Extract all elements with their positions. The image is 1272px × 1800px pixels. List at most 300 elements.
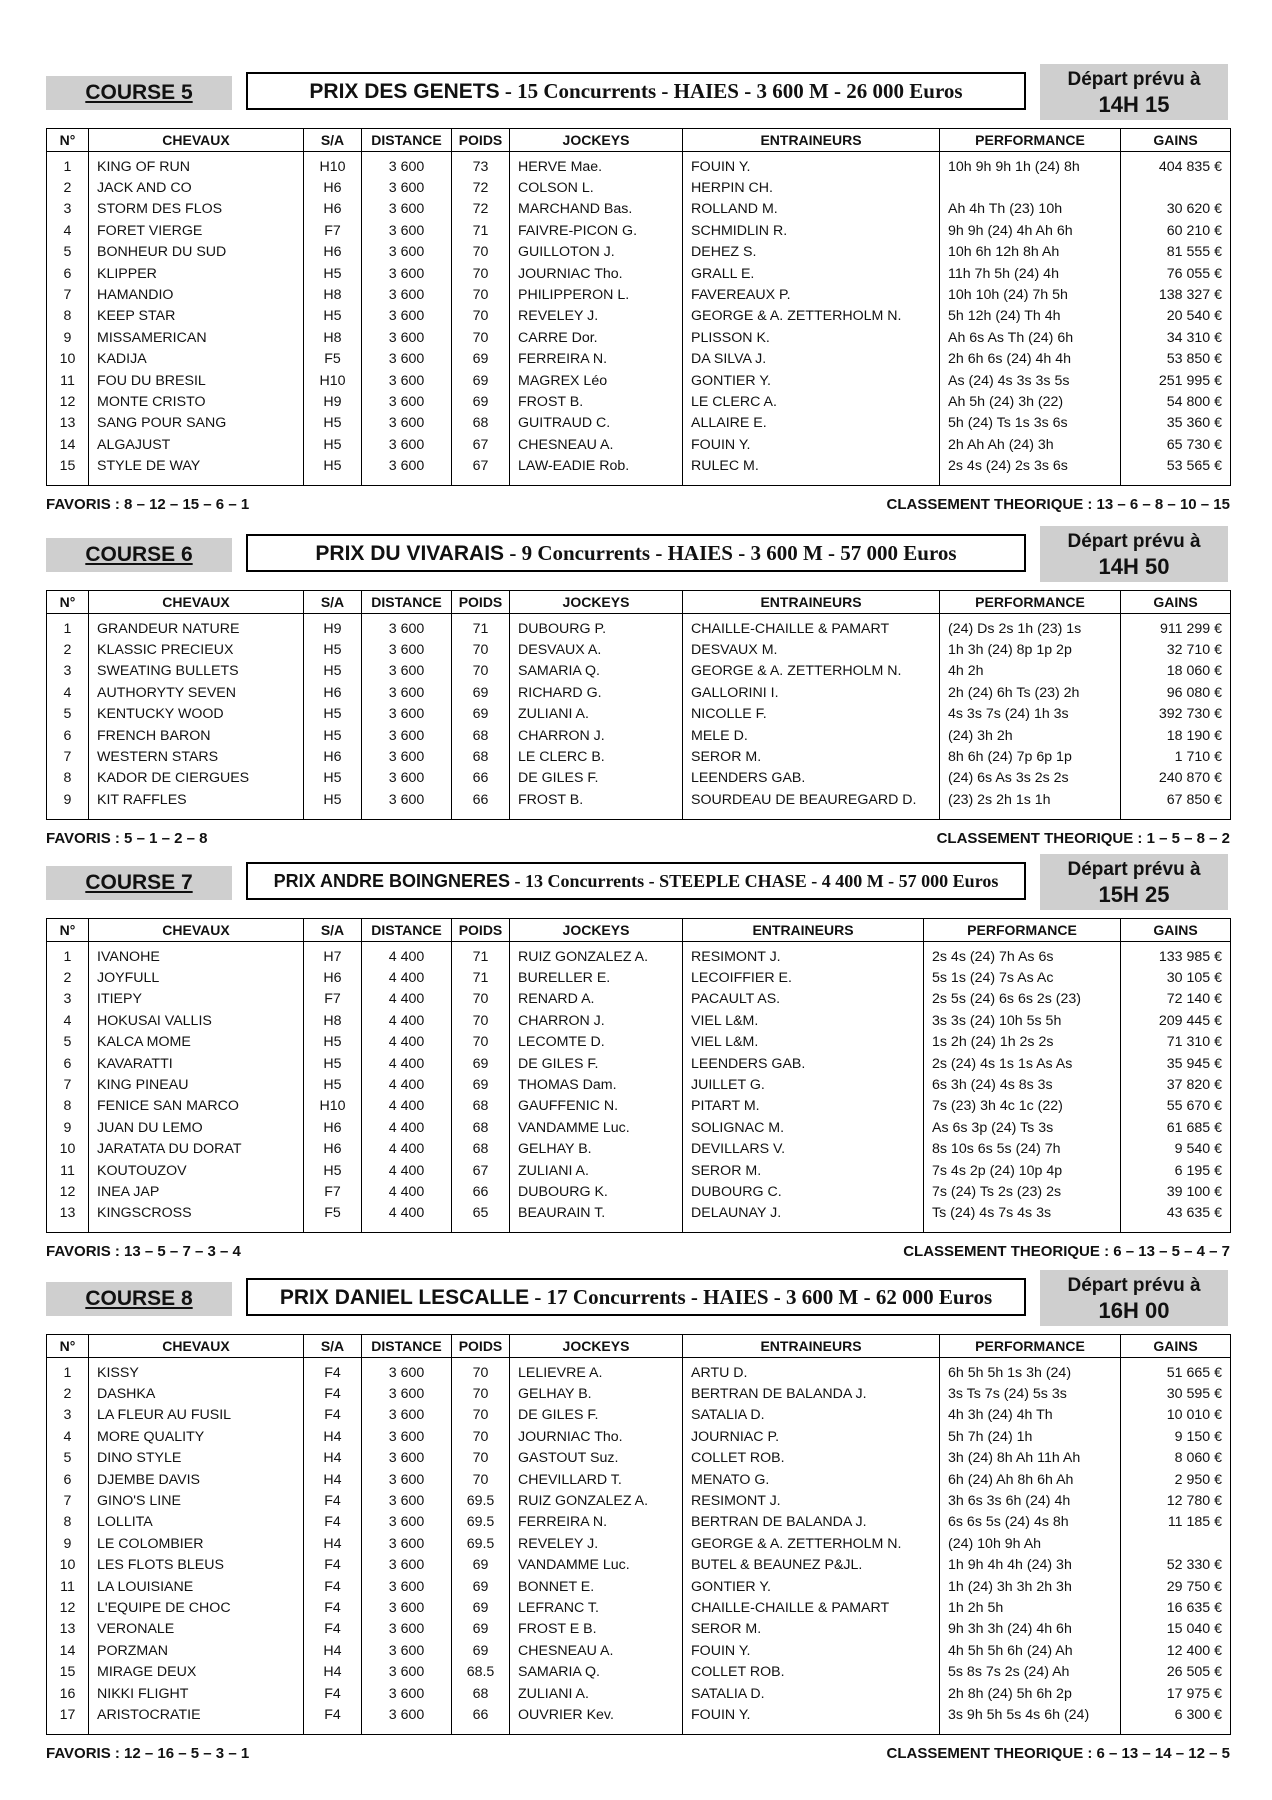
cell-perf: 6s 6s 5s (24) 4s 8h — [940, 1512, 1121, 1533]
cell-sa: H5 — [304, 434, 362, 455]
column-header-poids: POIDS — [452, 129, 510, 152]
cell-num: 4 — [47, 220, 89, 241]
column-header-cheval: CHEVAUX — [89, 1335, 304, 1358]
cell-dist: 4 400 — [362, 942, 452, 968]
cell-gains: 37 820 € — [1121, 1074, 1231, 1095]
column-header-entraineur: ENTRAINEURS — [683, 129, 940, 152]
cell-jockey: HERVE Mae. — [510, 152, 683, 178]
cell-poids: 70 — [452, 639, 510, 660]
cell-perf: 7s 4s 2p (24) 10p 4p — [924, 1160, 1121, 1181]
cell-jockey: VANDAMME Luc. — [510, 1117, 683, 1138]
cell-perf: 5s 1s (24) 7s As Ac — [924, 967, 1121, 988]
cell-poids: 68 — [452, 1139, 510, 1160]
cell-perf: (24) 3h 2h — [940, 725, 1121, 746]
cell-cheval: STORM DES FLOS — [89, 199, 304, 220]
table-row — [47, 746, 1231, 767]
table-row — [47, 1512, 1231, 1533]
table-row — [47, 1405, 1231, 1426]
cell-dist: 3 600 — [362, 1533, 452, 1554]
cell-jockey: DE GILES F. — [510, 768, 683, 789]
cell-dist: 3 600 — [362, 1576, 452, 1597]
cell-jockey: VANDAMME Luc. — [510, 1555, 683, 1576]
cell-dist: 3 600 — [362, 614, 452, 640]
cell-poids: 69 — [452, 370, 510, 391]
cell-cheval: KLASSIC PRECIEUX — [89, 639, 304, 660]
cell-poids: 69 — [452, 1619, 510, 1640]
cell-num: 5 — [47, 1032, 89, 1053]
cell-dist: 3 600 — [362, 1555, 452, 1576]
column-header-sa: S/A — [304, 919, 362, 942]
race-title — [246, 862, 1026, 900]
cell-num: 10 — [47, 1555, 89, 1576]
cell-num: 5 — [47, 242, 89, 263]
cell-perf: (24) Ds 2s 1h (23) 1s — [940, 614, 1121, 640]
cell-dist: 3 600 — [362, 1469, 452, 1490]
cell-num: 6 — [47, 1469, 89, 1490]
prix-name: PRIX ANDRE BOINGNERES — [273, 871, 510, 891]
cell-entraineur: GEORGE & A. ZETTERHOLM N. — [683, 306, 940, 327]
cell-cheval: ARISTOCRATIE — [89, 1704, 304, 1734]
cell-poids: 71 — [452, 614, 510, 640]
cell-sa: H5 — [304, 1053, 362, 1074]
cell-gains: 67 850 € — [1121, 789, 1231, 819]
cell-cheval: FORET VIERGE — [89, 220, 304, 241]
header-row — [47, 591, 1231, 614]
cell-poids: 69.5 — [452, 1512, 510, 1533]
course-label — [46, 76, 232, 110]
column-header-dist: DISTANCE — [362, 919, 452, 942]
cell-sa: F4 — [304, 1597, 362, 1618]
cell-poids: 70 — [452, 1383, 510, 1404]
cell-entraineur: LECOIFFIER E. — [683, 967, 924, 988]
classement-theorique: CLASSEMENT THEORIQUE : 6 – 13 – 5 – 4 – 7 — [903, 1243, 1230, 1261]
cell-cheval: WESTERN STARS — [89, 746, 304, 767]
cell-num: 4 — [47, 1426, 89, 1447]
table-row — [47, 242, 1231, 263]
cell-num: 12 — [47, 1181, 89, 1202]
cell-jockey: DUBOURG K. — [510, 1181, 683, 1202]
cell-gains: 53 850 € — [1121, 349, 1231, 370]
cell-jockey: CHARRON J. — [510, 725, 683, 746]
cell-entraineur: ARTU D. — [683, 1358, 940, 1384]
cell-dist: 3 600 — [362, 1619, 452, 1640]
cell-dist: 3 600 — [362, 1426, 452, 1447]
table-row — [47, 1181, 1231, 1202]
cell-jockey: COLSON L. — [510, 177, 683, 198]
cell-cheval: DJEMBE DAVIS — [89, 1469, 304, 1490]
cell-sa: H6 — [304, 242, 362, 263]
cell-perf: 5h (24) Ts 1s 3s 6s — [940, 413, 1121, 434]
cell-cheval: KIT RAFFLES — [89, 789, 304, 819]
table-row — [47, 1096, 1231, 1117]
table-row — [47, 413, 1231, 434]
cell-gains: 76 055 € — [1121, 263, 1231, 284]
cell-entraineur: FOUIN Y. — [683, 1640, 940, 1661]
cell-sa: F5 — [304, 1203, 362, 1233]
cell-cheval: MISSAMERICAN — [89, 327, 304, 348]
table-row — [47, 1426, 1231, 1447]
cell-jockey: ZULIANI A. — [510, 1683, 683, 1704]
cell-num: 4 — [47, 1010, 89, 1031]
cell-entraineur: GALLORINI I. — [683, 682, 940, 703]
cell-poids: 71 — [452, 220, 510, 241]
departure-box — [1040, 1270, 1228, 1326]
table-row — [47, 152, 1231, 178]
cell-perf: 5h 12h (24) Th 4h — [940, 306, 1121, 327]
cell-perf: 3h 6s 3s 6h (24) 4h — [940, 1490, 1121, 1511]
cell-cheval: KEEP STAR — [89, 306, 304, 327]
cell-perf: As 6s 3p (24) Ts 3s — [924, 1117, 1121, 1138]
cell-cheval: SANG POUR SANG — [89, 413, 304, 434]
cell-dist: 3 600 — [362, 1640, 452, 1661]
cell-dist: 3 600 — [362, 349, 452, 370]
course-number: COURSE 6 — [85, 543, 193, 566]
cell-cheval: DASHKA — [89, 1383, 304, 1404]
cell-dist: 3 600 — [362, 1597, 452, 1618]
table-row — [47, 768, 1231, 789]
cell-sa: H10 — [304, 370, 362, 391]
column-header-perf: PERFORMANCE — [940, 591, 1121, 614]
cell-poids: 69 — [452, 1555, 510, 1576]
cell-perf: 7s (23) 3h 4c 1c (22) — [924, 1096, 1121, 1117]
cell-gains: 18 060 € — [1121, 661, 1231, 682]
cell-perf: Ah 5h (24) 3h (22) — [940, 391, 1121, 412]
cell-num: 9 — [47, 1533, 89, 1554]
cell-sa: H9 — [304, 614, 362, 640]
table-row — [47, 349, 1231, 370]
cell-entraineur: FOUIN Y. — [683, 152, 940, 178]
cell-dist: 4 400 — [362, 1010, 452, 1031]
cell-jockey: GAUFFENIC N. — [510, 1096, 683, 1117]
cell-sa: F4 — [304, 1358, 362, 1384]
cell-cheval: JUAN DU LEMO — [89, 1117, 304, 1138]
cell-jockey: GUILLOTON J. — [510, 242, 683, 263]
cell-sa: H6 — [304, 682, 362, 703]
column-header-cheval: CHEVAUX — [89, 919, 304, 942]
cell-cheval: GRANDEUR NATURE — [89, 614, 304, 640]
departure-label: Départ prévu à — [1067, 531, 1201, 552]
cell-perf: 2s 5s (24) 6s 6s 2s (23) — [924, 989, 1121, 1010]
cell-gains: 52 330 € — [1121, 1555, 1231, 1576]
table-row — [47, 1358, 1231, 1384]
cell-gains: 35 360 € — [1121, 413, 1231, 434]
runners-table — [46, 1334, 1231, 1735]
cell-entraineur: JOURNIAC P. — [683, 1426, 940, 1447]
cell-num: 6 — [47, 263, 89, 284]
runners-table — [46, 590, 1231, 820]
cell-entraineur: SOLIGNAC M. — [683, 1117, 924, 1138]
cell-cheval: LES FLOTS BLEUS — [89, 1555, 304, 1576]
cell-num: 9 — [47, 1117, 89, 1138]
cell-sa: H5 — [304, 1032, 362, 1053]
cell-poids: 68 — [452, 413, 510, 434]
cell-cheval: BONHEUR DU SUD — [89, 242, 304, 263]
cell-perf: 5h 7h (24) 1h — [940, 1426, 1121, 1447]
race-footer — [46, 1741, 1230, 1765]
table-row — [47, 1661, 1231, 1682]
column-header-dist: DISTANCE — [362, 1335, 452, 1358]
cell-poids: 67 — [452, 1160, 510, 1181]
cell-sa: F4 — [304, 1683, 362, 1704]
column-header-dist: DISTANCE — [362, 129, 452, 152]
cell-perf: 2h Ah Ah (24) 3h — [940, 434, 1121, 455]
cell-entraineur: RESIMONT J. — [683, 1490, 940, 1511]
classement-theorique: CLASSEMENT THEORIQUE : 6 – 13 – 14 – 12 – 5 — [886, 1744, 1230, 1762]
cell-dist: 3 600 — [362, 1683, 452, 1704]
cell-poids: 66 — [452, 1181, 510, 1202]
cell-num: 2 — [47, 967, 89, 988]
cell-jockey: BURELLER E. — [510, 967, 683, 988]
departure-time: 14H 15 — [1098, 92, 1170, 117]
table-row — [47, 789, 1231, 819]
cell-perf: 3s Ts 7s (24) 5s 3s — [940, 1383, 1121, 1404]
column-header-dist: DISTANCE — [362, 591, 452, 614]
cell-jockey: BONNET E. — [510, 1576, 683, 1597]
cell-num: 1 — [47, 1358, 89, 1384]
cell-dist: 3 600 — [362, 639, 452, 660]
cell-cheval: JACK AND CO — [89, 177, 304, 198]
table-row — [47, 704, 1231, 725]
cell-poids: 70 — [452, 1426, 510, 1447]
race-footer — [46, 1239, 1230, 1263]
cell-num: 7 — [47, 1074, 89, 1095]
cell-sa: H8 — [304, 1010, 362, 1031]
race-block-8 — [46, 1268, 1230, 1765]
cell-perf — [940, 177, 1121, 198]
cell-jockey: GELHAY B. — [510, 1383, 683, 1404]
column-header-cheval: CHEVAUX — [89, 129, 304, 152]
cell-sa: H6 — [304, 199, 362, 220]
table-row — [47, 1555, 1231, 1576]
cell-jockey: GELHAY B. — [510, 1139, 683, 1160]
race-title — [246, 1278, 1026, 1316]
cell-entraineur: ROLLAND M. — [683, 199, 940, 220]
column-header-num: N° — [47, 591, 89, 614]
column-header-entraineur: ENTRAINEURS — [683, 919, 924, 942]
cell-perf: 9h 3h 3h (24) 4h 6h — [940, 1619, 1121, 1640]
cell-perf: 4h 3h (24) 4h Th — [940, 1405, 1121, 1426]
cell-dist: 3 600 — [362, 242, 452, 263]
course-label — [46, 538, 232, 572]
cell-sa: H5 — [304, 725, 362, 746]
cell-cheval: MONTE CRISTO — [89, 391, 304, 412]
cell-jockey: LECOMTE D. — [510, 1032, 683, 1053]
cell-cheval: KENTUCKY WOOD — [89, 704, 304, 725]
cell-gains: 240 870 € — [1121, 768, 1231, 789]
cell-num: 3 — [47, 661, 89, 682]
cell-jockey: THOMAS Dam. — [510, 1074, 683, 1095]
cell-gains: 2 950 € — [1121, 1469, 1231, 1490]
cell-entraineur: FOUIN Y. — [683, 1704, 940, 1734]
cell-cheval: KADIJA — [89, 349, 304, 370]
cell-sa: F4 — [304, 1490, 362, 1511]
cell-entraineur: MENATO G. — [683, 1469, 940, 1490]
cell-perf: 4h 5h 5h 6h (24) Ah — [940, 1640, 1121, 1661]
cell-perf: Ah 6s As Th (24) 6h — [940, 327, 1121, 348]
cell-num: 8 — [47, 768, 89, 789]
cell-jockey: SAMARIA Q. — [510, 661, 683, 682]
cell-gains: 17 975 € — [1121, 1683, 1231, 1704]
departure-box — [1040, 854, 1228, 910]
cell-perf: 8s 10s 6s 5s (24) 7h — [924, 1139, 1121, 1160]
cell-poids: 70 — [452, 1448, 510, 1469]
cell-cheval: JOYFULL — [89, 967, 304, 988]
cell-gains: 35 945 € — [1121, 1053, 1231, 1074]
cell-num: 7 — [47, 284, 89, 305]
cell-sa: H5 — [304, 789, 362, 819]
cell-gains: 6 195 € — [1121, 1160, 1231, 1181]
cell-dist: 4 400 — [362, 1160, 452, 1181]
cell-entraineur: SCHMIDLIN R. — [683, 220, 940, 241]
cell-sa: H5 — [304, 306, 362, 327]
table-row — [47, 177, 1231, 198]
cell-perf: 2s (24) 4s 1s 1s As As — [924, 1053, 1121, 1074]
cell-sa: H5 — [304, 661, 362, 682]
cell-poids: 68 — [452, 1096, 510, 1117]
cell-dist: 4 400 — [362, 1203, 452, 1233]
cell-perf: 3h (24) 8h Ah 11h Ah — [940, 1448, 1121, 1469]
column-header-gains: GAINS — [1121, 591, 1231, 614]
table-row — [47, 614, 1231, 640]
cell-perf: 10h 9h 9h 1h (24) 8h — [940, 152, 1121, 178]
race-title — [246, 72, 1026, 110]
table-row — [47, 391, 1231, 412]
cell-entraineur: DA SILVA J. — [683, 349, 940, 370]
cell-poids: 70 — [452, 1032, 510, 1053]
cell-entraineur: SEROR M. — [683, 746, 940, 767]
cell-num: 1 — [47, 614, 89, 640]
table-row — [47, 1053, 1231, 1074]
cell-num: 15 — [47, 455, 89, 485]
cell-perf: 1h 9h 4h 4h (24) 3h — [940, 1555, 1121, 1576]
column-header-perf: PERFORMANCE — [940, 129, 1121, 152]
table-row — [47, 1683, 1231, 1704]
prix-name: PRIX DU VIVARAIS — [315, 542, 505, 565]
cell-dist: 3 600 — [362, 746, 452, 767]
cell-poids: 70 — [452, 284, 510, 305]
cell-poids: 69 — [452, 349, 510, 370]
cell-perf: 10h 10h (24) 7h 5h — [940, 284, 1121, 305]
cell-num: 11 — [47, 1576, 89, 1597]
column-header-sa: S/A — [304, 1335, 362, 1358]
column-header-entraineur: ENTRAINEURS — [683, 1335, 940, 1358]
cell-gains: 53 565 € — [1121, 455, 1231, 485]
cell-gains: 9 540 € — [1121, 1139, 1231, 1160]
cell-gains: 15 040 € — [1121, 1619, 1231, 1640]
cell-entraineur: GRALL E. — [683, 263, 940, 284]
cell-entraineur: ALLAIRE E. — [683, 413, 940, 434]
cell-gains: 96 080 € — [1121, 682, 1231, 703]
cell-entraineur: BERTRAN DE BALANDA J. — [683, 1512, 940, 1533]
cell-dist: 4 400 — [362, 989, 452, 1010]
cell-gains: 61 685 € — [1121, 1117, 1231, 1138]
race-footer — [46, 492, 1230, 516]
cell-jockey: LELIEVRE A. — [510, 1358, 683, 1384]
column-header-jockey: JOCKEYS — [510, 591, 683, 614]
cell-num: 1 — [47, 942, 89, 968]
cell-dist: 4 400 — [362, 1074, 452, 1095]
cell-perf: 7s (24) Ts 2s (23) 2s — [924, 1181, 1121, 1202]
cell-entraineur: DUBOURG C. — [683, 1181, 924, 1202]
cell-dist: 3 600 — [362, 789, 452, 819]
cell-sa: F4 — [304, 1704, 362, 1734]
cell-poids: 73 — [452, 152, 510, 178]
cell-jockey: MARCHAND Bas. — [510, 199, 683, 220]
cell-entraineur: MELE D. — [683, 725, 940, 746]
departure-box — [1040, 64, 1228, 120]
cell-num: 8 — [47, 306, 89, 327]
cell-sa: H5 — [304, 455, 362, 485]
cell-entraineur: VIEL L&M. — [683, 1032, 924, 1053]
cell-dist: 3 600 — [362, 455, 452, 485]
cell-poids: 70 — [452, 989, 510, 1010]
cell-dist: 3 600 — [362, 434, 452, 455]
table-row — [47, 1032, 1231, 1053]
cell-cheval: PORZMAN — [89, 1640, 304, 1661]
race-header — [46, 852, 1230, 910]
cell-entraineur: DESVAUX M. — [683, 639, 940, 660]
cell-dist: 3 600 — [362, 413, 452, 434]
cell-sa: H4 — [304, 1426, 362, 1447]
cell-perf: As (24) 4s 3s 3s 5s — [940, 370, 1121, 391]
cell-sa: H6 — [304, 1139, 362, 1160]
cell-jockey: FERREIRA N. — [510, 1512, 683, 1533]
cell-num: 5 — [47, 1448, 89, 1469]
cell-dist: 3 600 — [362, 768, 452, 789]
column-header-perf: PERFORMANCE — [924, 919, 1121, 942]
cell-cheval: LA FLEUR AU FUSIL — [89, 1405, 304, 1426]
cell-sa: F4 — [304, 1555, 362, 1576]
cell-sa: F5 — [304, 349, 362, 370]
cell-gains: 26 505 € — [1121, 1661, 1231, 1682]
cell-jockey: GUITRAUD C. — [510, 413, 683, 434]
cell-gains: 29 750 € — [1121, 1576, 1231, 1597]
cell-sa: H4 — [304, 1448, 362, 1469]
cell-gains: 12 400 € — [1121, 1640, 1231, 1661]
cell-perf: (24) 6s As 3s 2s 2s — [940, 768, 1121, 789]
cell-entraineur: SATALIA D. — [683, 1683, 940, 1704]
cell-gains: 12 780 € — [1121, 1490, 1231, 1511]
cell-num: 3 — [47, 199, 89, 220]
race-header — [46, 524, 1230, 582]
cell-sa: H6 — [304, 177, 362, 198]
cell-cheval: VERONALE — [89, 1619, 304, 1640]
cell-dist: 3 600 — [362, 327, 452, 348]
cell-entraineur: CHAILLE-CHAILLE & PAMART — [683, 614, 940, 640]
table-row — [47, 1117, 1231, 1138]
cell-num: 2 — [47, 639, 89, 660]
column-header-poids: POIDS — [452, 919, 510, 942]
course-number: COURSE 8 — [85, 1287, 193, 1310]
cell-dist: 3 600 — [362, 370, 452, 391]
cell-num: 3 — [47, 1405, 89, 1426]
column-header-gains: GAINS — [1121, 919, 1231, 942]
race-block-7 — [46, 852, 1230, 1263]
column-header-num: N° — [47, 919, 89, 942]
header-row — [47, 919, 1231, 942]
cell-perf: 2s 4s (24) 7h As 6s — [924, 942, 1121, 968]
cell-jockey: FROST B. — [510, 789, 683, 819]
cell-cheval: HAMANDIO — [89, 284, 304, 305]
table-row — [47, 1597, 1231, 1618]
favoris: FAVORIS : 8 – 12 – 15 – 6 – 1 — [46, 495, 250, 513]
cell-sa: H4 — [304, 1661, 362, 1682]
cell-dist: 3 600 — [362, 263, 452, 284]
cell-cheval: L'EQUIPE DE CHOC — [89, 1597, 304, 1618]
cell-num: 1 — [47, 152, 89, 178]
cell-gains — [1121, 177, 1231, 198]
cell-num: 8 — [47, 1096, 89, 1117]
